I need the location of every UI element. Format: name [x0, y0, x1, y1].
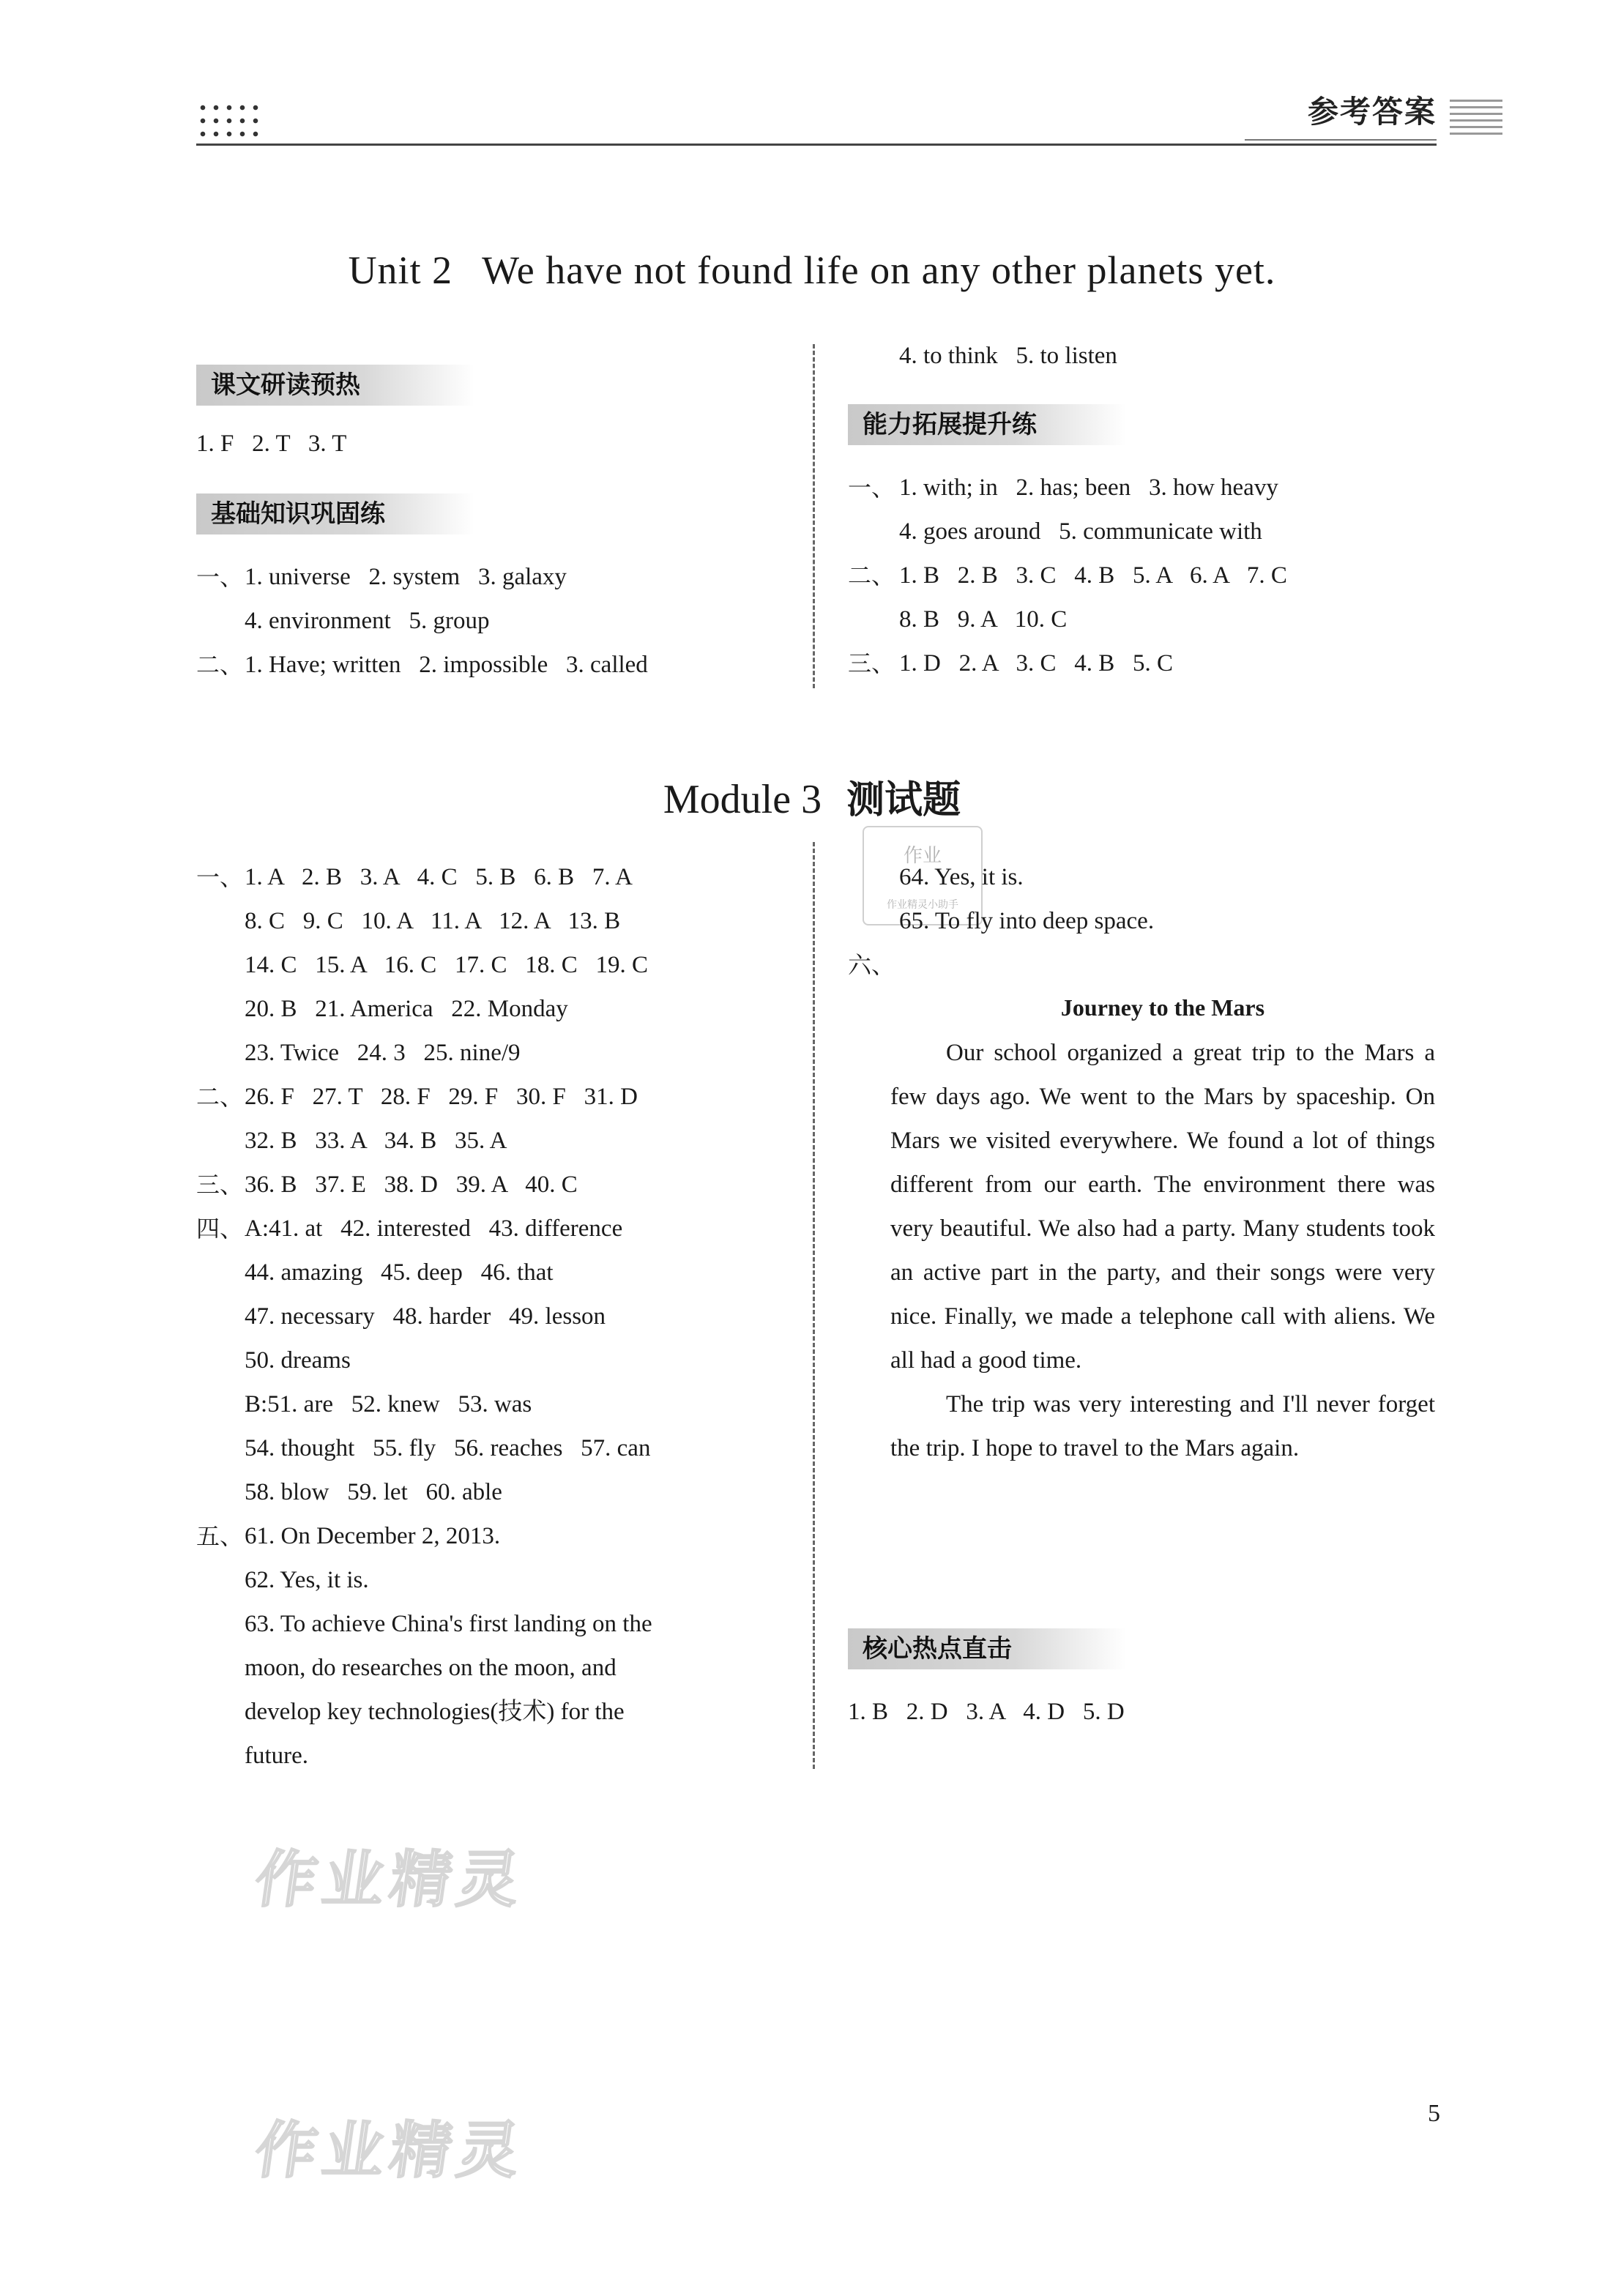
answer-line: 1. B 2. B 3. C 4. B 5. A 6. A 7. C: [899, 562, 1287, 589]
essay-paragraph: The trip was very interesting and I'll never forget the trip. I hope to travel to the Mars again.: [890, 1391, 1435, 1461]
essay-paragraph: Our school organized a great trip to the Mars a few days ago. We went to the Mars by spaceship. On Mars we visited everywhere. We found a lot of things different from our earth. The environment there was very beautiful. We also had a party. Many students took an active part in the party, and their songs were very nice. Finally, we made a telephone call with aliens. We all had a good time.: [890, 1040, 1435, 1374]
section-banner-extension: 能力拓展提升练: [848, 404, 1126, 445]
column-divider-lower: [813, 842, 815, 1769]
question-marker: 六、: [848, 951, 895, 979]
answer-line: 23. Twice 24. 3 25. nine/9: [245, 1040, 521, 1066]
watermark-logo: 作业精灵: [250, 2115, 530, 2186]
section-banner-basic: 基础知识巩固练: [196, 493, 474, 534]
answer-line: 47. necessary 48. harder 49. lesson: [245, 1303, 606, 1330]
answer-line: 1. Have; written 2. impossible 3. called: [245, 652, 648, 678]
unit-heading: We have not found life on any other planets yet.: [482, 248, 1276, 292]
answer-line: 4. environment 5. group: [245, 608, 490, 634]
header-dots-decoration: [196, 101, 262, 138]
essay-title: Journey to the Mars: [1060, 994, 1265, 1021]
answer-line: 1. A 2. B 3. A 4. C 5. B 6. B 7. A: [245, 864, 633, 890]
essay-body: [890, 1031, 1435, 1470]
stamp-text: 作业: [903, 845, 942, 867]
answer-line: 4. goes around 5. communicate with: [899, 518, 1262, 545]
unit-title: [0, 247, 1624, 293]
answer-line: 65. To fly into deep space.: [899, 908, 1155, 934]
answer-line: 58. blow 59. let 60. able: [245, 1479, 502, 1505]
module-label: Module 3: [663, 777, 822, 822]
answer-line: develop key technologies(技术) for the: [245, 1699, 625, 1725]
module-heading: 测试题: [846, 778, 961, 822]
answer-line: 1. universe 2. system 3. galaxy: [245, 564, 567, 590]
answer-line: 4. to think 5. to listen: [899, 343, 1117, 369]
question-marker: 五、: [196, 1522, 244, 1550]
header-title: 参考答案: [1307, 94, 1437, 130]
answer-line: 61. On December 2, 2013.: [245, 1523, 501, 1549]
answer-line: 1. with; in 2. has; been 3. how heavy: [899, 474, 1278, 501]
answer-line: 20. B 21. America 22. Monday: [245, 996, 568, 1022]
answer-line: 1. F 2. T 3. T: [196, 431, 347, 457]
answer-line: moon, do researches on the moon, and: [245, 1655, 617, 1681]
answer-line: 14. C 15. A 16. C 17. C 18. C 19. C: [245, 952, 648, 978]
question-marker: 三、: [196, 1171, 244, 1199]
answer-line: 8. B 9. A 10. C: [899, 606, 1068, 633]
module-title: [0, 769, 1624, 824]
question-marker: 二、: [196, 1083, 244, 1111]
question-marker: 三、: [848, 649, 895, 677]
page-number: 5: [1428, 2100, 1440, 2127]
question-marker: 一、: [196, 563, 244, 591]
answer-line: 44. amazing 45. deep 46. that: [245, 1259, 554, 1286]
answer-line: 62. Yes, it is.: [245, 1567, 369, 1593]
unit-label: Unit 2: [348, 248, 453, 292]
answer-line: B:51. are 52. knew 53. was: [245, 1391, 532, 1418]
question-marker: 一、: [196, 863, 244, 891]
answer-line: 1. B 2. D 3. A 4. D 5. D: [848, 1699, 1125, 1725]
question-marker: 二、: [196, 651, 244, 679]
answer-line: 32. B 33. A 34. B 35. A: [245, 1128, 507, 1154]
answer-line: 36. B 37. E 38. D 39. A 40. C: [245, 1171, 578, 1198]
question-marker: 一、: [848, 474, 895, 502]
answer-line: 64. Yes, it is.: [899, 864, 1024, 890]
section-banner-preview: 课文研读预热: [196, 365, 474, 406]
answer-line: 50. dreams: [245, 1347, 351, 1374]
answer-line: A:41. at 42. interested 43. difference: [245, 1215, 623, 1242]
column-divider-upper: [813, 344, 815, 688]
answer-line: 63. To achieve China's first landing on the: [245, 1611, 652, 1637]
watermark-logo: 作业精灵: [250, 1844, 530, 1915]
answer-line: 1. D 2. A 3. C 4. B 5. C: [899, 650, 1174, 677]
question-marker: 四、: [196, 1215, 244, 1243]
section-banner-hotspot: 核心热点直击: [848, 1628, 1126, 1669]
stamp-subtext: 作业精灵小助手: [887, 899, 958, 911]
header-stripes-decoration: [1450, 100, 1502, 135]
answer-line: 8. C 9. C 10. A 11. A 12. A 13. B: [245, 908, 621, 934]
header-rule: [196, 144, 1437, 146]
answer-line: 54. thought 55. fly 56. reaches 57. can: [245, 1435, 651, 1461]
answer-line: future.: [245, 1743, 309, 1769]
question-marker: 二、: [848, 562, 895, 589]
answer-line: 26. F 27. T 28. F 29. F 30. F 31. D: [245, 1084, 638, 1110]
header-rule-secondary: [1245, 139, 1437, 141]
